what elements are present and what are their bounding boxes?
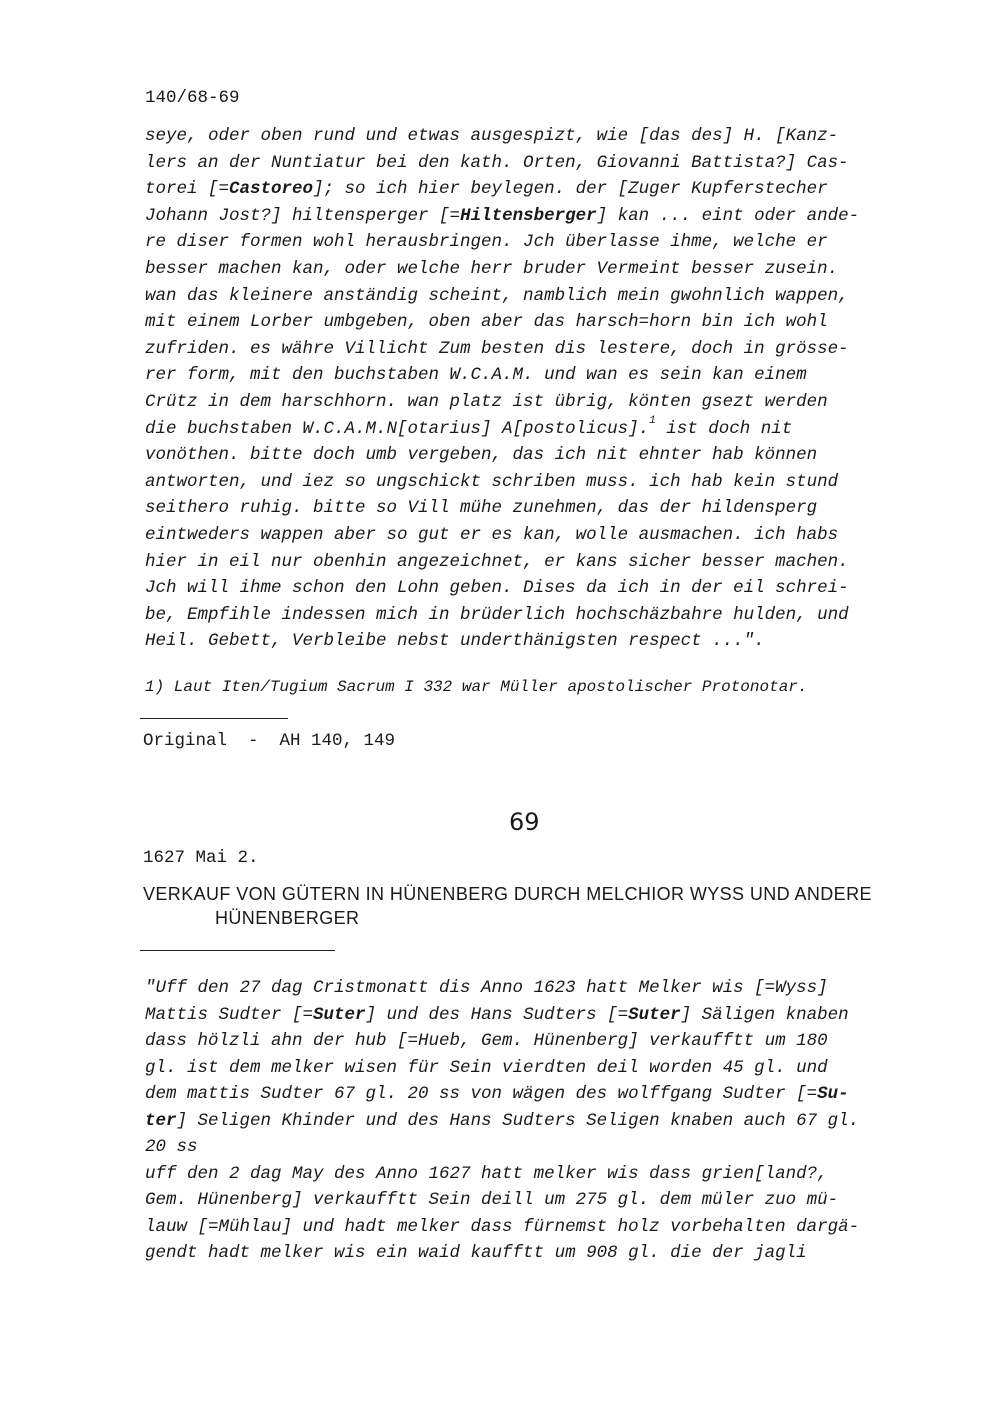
text-segment: re diser formen wohl herausbringen. Jch überlasse ihme, welche er: [145, 232, 828, 253]
letter-line: [145, 605, 849, 625]
document-line: [145, 1243, 807, 1263]
text-segment: Johann Jost?] hiltensperger [=: [145, 205, 461, 226]
text-segment: hier in eil nur obenhin angezeichnet, er kans sicher besser machen.: [145, 551, 849, 572]
text-segment: rer form, mit den buchstaben W.C.A.M. und wan es sein kan einem: [145, 365, 807, 386]
text-segment: mit einem Lorber umbgeben, oben aber das harsch=horn bin ich wohl: [145, 312, 828, 333]
letter-line: [145, 631, 765, 651]
letter-line: [145, 286, 849, 306]
text-segment: die buchstaben W.C.A.M.N[otarius] A[postolicus].: [145, 418, 650, 439]
text-segment: ]; so ich hier beylegen. der [Zuger Kupferstecher: [313, 179, 828, 200]
emphasized-text: Castoreo: [229, 179, 314, 200]
document-line: [145, 1005, 849, 1025]
text-segment: ] Säligen knaben: [680, 1004, 849, 1025]
document-line: [145, 1217, 859, 1237]
emphasized-text: Hiltensberger: [460, 205, 597, 226]
text-segment: antworten, und iez so ungschickt schriben muss. ich hab kein stund: [145, 471, 839, 492]
text-segment: vonöthen. bitte doch umb vergeben, das ich nit ehnter hab können: [145, 445, 818, 466]
letter-line: [145, 525, 838, 545]
emphasized-text: ter: [145, 1110, 177, 1131]
text-segment: Heil. Gebett, Verbleibe nebst underthänigsten respect ...".: [145, 631, 765, 652]
document-date: 1627 Mai 2.: [143, 848, 259, 868]
text-segment: ] Seligen Khinder und des Hans Sudters Seligen knaben auch 67 gl.: [176, 1110, 860, 1131]
letter-line: [145, 312, 828, 332]
text-segment: seithero ruhig. bitte so Vill mühe zunehmen, das der hildensperg: [145, 498, 818, 519]
page-reference: 140/68-69: [145, 88, 240, 108]
text-segment: Jch will ihme schon den Lohn geben. Dises da ich in der eil schrei-: [145, 578, 849, 599]
letter-line: [145, 126, 838, 146]
letter-line: [145, 445, 817, 465]
document-line: [145, 1111, 859, 1131]
title-divider: [140, 950, 335, 951]
text-segment: ] kan ... eint oder ande-: [596, 205, 860, 226]
document-title-line-1: VERKAUF VON GÜTERN IN HÜNENBERG DURCH MELCHIOR WYSS UND ANDERE: [143, 884, 872, 904]
text-segment: 20 ss: [145, 1137, 198, 1157]
text-segment: dem mattis Sudter 67 gl. 20 ss von wägen des wolffgang Sudter [=: [145, 1084, 818, 1104]
text-segment: dass hölzli ahn der hub [=Hueb, Gem. Hünenberg] verkaufftt um 180: [145, 1031, 828, 1051]
footnote: 1) Laut Iten/Tugium Sacrum I 332 war Müller apostolischer Protonotar.: [145, 678, 808, 696]
text-segment: "Uff den 27 dag Cristmonatt dis Anno 1623 hatt Melker wis [=Wyss]: [145, 978, 828, 998]
letter-line: [145, 498, 817, 518]
text-segment: gendt hadt melker wis ein waid kaufftt um 908 gl. die der jagli: [145, 1243, 807, 1263]
text-segment: wan das kleinere anständig scheint, namblich mein gwohnlich wappen,: [145, 285, 849, 306]
text-segment: zufriden. es währe Villicht Zum besten dis lestere, doch in grösse-: [145, 338, 849, 359]
letter-line: [145, 552, 849, 572]
letter-line: [145, 259, 838, 279]
document-title-line-2: HÜNENBERGER: [215, 908, 360, 928]
emphasized-text: Su-: [817, 1084, 849, 1104]
text-segment: ] und des Hans Sudters [=: [365, 1004, 629, 1025]
text-segment: besser machen kan, oder welche herr bruder Vermeint besser zusein.: [145, 259, 839, 279]
letter-line: [145, 206, 859, 226]
footnote-marker: 1: [649, 414, 656, 427]
text-segment: ist doch nit: [655, 418, 793, 439]
emphasized-text: Suter: [628, 1004, 681, 1025]
text-segment: Crütz in dem harschhorn. wan platz ist übrig, könten gsezt werden: [145, 392, 828, 412]
document-number: 69: [509, 808, 540, 836]
letter-line: [145, 365, 807, 385]
letter-line: [145, 414, 793, 439]
document-line: [145, 1164, 828, 1184]
document-line: [145, 1137, 198, 1157]
text-segment: seye, oder oben rund und etwas ausgespizt, wie [das des] H. [Kanz-: [145, 126, 839, 146]
document-line: [145, 978, 828, 998]
letter-line: [145, 392, 828, 412]
text-segment: torei [=: [145, 179, 230, 200]
text-segment: uff den 2 dag May des Anno 1627 hatt melker wis dass grien[land?,: [145, 1163, 828, 1184]
emphasized-text: Suter: [313, 1004, 366, 1025]
letter-line: [145, 339, 849, 359]
short-divider: [140, 718, 288, 719]
original-reference: Original - AH 140, 149: [143, 731, 396, 751]
letter-line: [145, 578, 849, 598]
letter-line: [145, 179, 828, 199]
letter-line: [145, 232, 828, 252]
letter-line: [145, 153, 849, 173]
text-segment: lauw [=Mühlau] und hadt melker dass fürnemst holz vorbehalten dargä-: [145, 1216, 860, 1237]
letter-line: [145, 472, 838, 492]
text-segment: be, Empfihle indessen mich in brüderlich hochschäzbahre hulden, und: [145, 604, 849, 625]
document-line: [145, 1084, 849, 1104]
document-line: [145, 1190, 838, 1210]
text-segment: lers an der Nuntiatur bei den kath. Orten, Giovanni Battista?] Cas-: [145, 152, 849, 173]
text-segment: eintweders wappen aber so gut er es kan, wolle ausmachen. ich habs: [145, 525, 839, 545]
text-segment: Gem. Hünenberg] verkaufftt Sein deill um 275 gl. dem müler zuo mü-: [145, 1190, 839, 1210]
text-segment: Mattis Sudter [=: [145, 1004, 314, 1025]
document-line: [145, 1058, 828, 1078]
text-segment: gl. ist dem melker wisen für Sein vierdten deil worden 45 gl. und: [145, 1057, 828, 1078]
document-line: [145, 1031, 828, 1051]
